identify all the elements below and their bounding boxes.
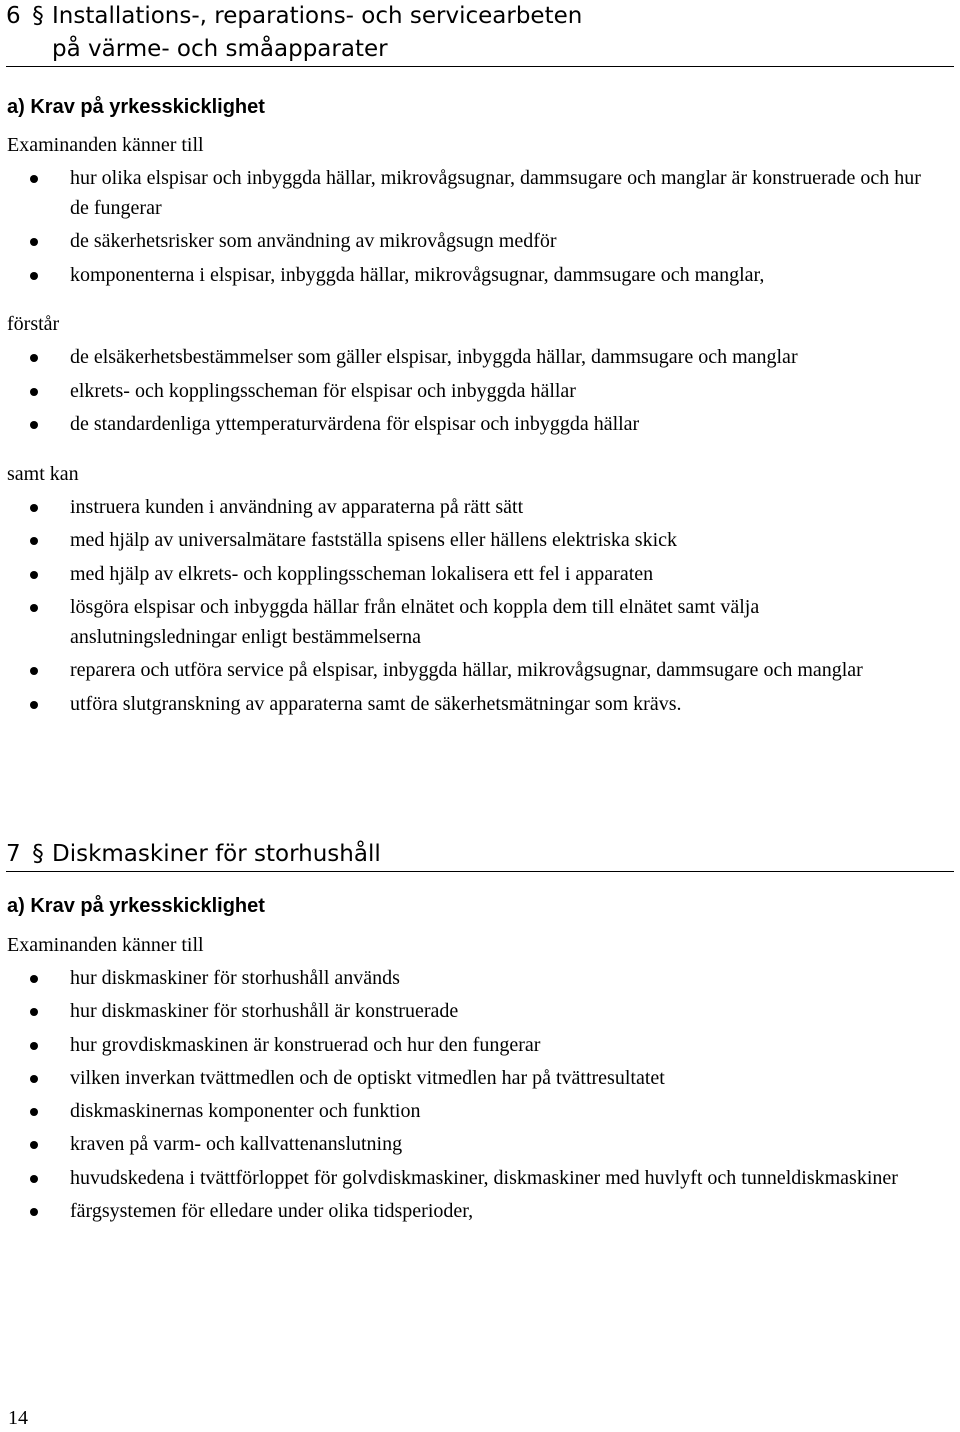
list-item: kraven på varm- och kallvattenanslutning: [0, 1130, 930, 1159]
section-number: 6: [6, 3, 21, 29]
list-item: de elsäkerhetsbestämmelser som gäller elspisar, inbyggda hällar, dammsugare och manglar: [0, 343, 930, 373]
subheading: a) Krav på yrkesskicklighet: [7, 96, 265, 118]
list-item: utföra slutgranskning av apparaterna samt de säkerhetsmätningar som krävs.: [0, 690, 930, 720]
list-item: reparera och utföra service på elspisar, inbyggda hällar, mikrovågsugnar, dammsugare och manglar: [0, 656, 930, 686]
paragraph-symbol: §: [32, 841, 44, 867]
heading-line-1: [6, 0, 954, 33]
bullet-icon: [30, 1141, 38, 1149]
bullet-icon: [30, 537, 38, 545]
heading-line-2: på värme- och småapparater: [52, 36, 388, 62]
list-item: hur diskmaskiner för storhushåll är konstruerade: [0, 997, 930, 1026]
list-item: med hjälp av elkrets- och kopplingsscheman lokalisera ett fel i apparaten: [0, 560, 930, 590]
bullet-list: [0, 343, 960, 440]
group-intro: Examinanden känner till: [7, 134, 204, 156]
section-title: Diskmaskiner för storhushåll: [52, 841, 381, 867]
list-item: hur olika elspisar och inbyggda hällar, mikrovågsugnar, dammsugare och manglar är konstruerade och hur de fungerar: [0, 164, 930, 223]
bullet-icon: [30, 354, 38, 362]
bullet-list: [0, 493, 960, 720]
list-item: färgsystemen för elledare under olika tidsperioder,: [0, 1197, 930, 1226]
bullet-icon: [30, 604, 38, 612]
list-item: diskmaskinernas komponenter och funktion: [0, 1097, 930, 1126]
section-heading: [6, 0, 954, 67]
group-intro: Examinanden känner till: [7, 934, 204, 956]
page-number: 14: [8, 1407, 28, 1429]
list-item: komponenterna i elspisar, inbyggda hällar, mikrovågsugnar, dammsugare och manglar,: [0, 261, 930, 291]
list-item: hur diskmaskiner för storhushåll används: [0, 964, 930, 993]
bullet-icon: [30, 1008, 38, 1016]
subheading: a) Krav på yrkesskicklighet: [7, 895, 265, 917]
list-item: elkrets- och kopplingsscheman för elspisar och inbyggda hällar: [0, 377, 930, 407]
section-heading: [6, 838, 954, 872]
paragraph-symbol: §: [32, 3, 44, 29]
bullet-icon: [30, 238, 38, 246]
group-intro: förstår: [7, 313, 60, 335]
bullet-icon: [30, 1042, 38, 1050]
bullet-list: [0, 964, 960, 1226]
section-number: 7: [6, 841, 21, 867]
bullet-icon: [30, 1208, 38, 1216]
group-intro: samt kan: [7, 462, 79, 485]
bullet-icon: [30, 975, 38, 983]
list-item: instruera kunden i användning av apparaterna på rätt sätt: [0, 493, 930, 523]
bullet-icon: [30, 701, 38, 709]
bullet-icon: [30, 571, 38, 579]
list-item: huvudskedena i tvättförloppet för golvdiskmaskiner, diskmaskiner med huvlyft och tunneldiskmaskiner: [0, 1164, 930, 1193]
bullet-icon: [30, 421, 38, 429]
bullet-icon: [30, 504, 38, 512]
section-title: Installations-, reparations- och servicearbeten: [52, 3, 583, 29]
bullet-icon: [30, 667, 38, 675]
bullet-icon: [30, 175, 38, 183]
list-item: hur grovdiskmaskinen är konstruerad och hur den fungerar: [0, 1031, 930, 1060]
bullet-list: [0, 164, 960, 290]
bullet-icon: [30, 1108, 38, 1116]
list-item: de säkerhetsrisker som användning av mikrovågsugn medför: [0, 227, 930, 257]
list-item: de standardenliga yttemperaturvärdena för elspisar och inbyggda hällar: [0, 410, 930, 440]
bullet-icon: [30, 272, 38, 280]
list-item: lösgöra elspisar och inbyggda hällar från elnätet och koppla dem till elnätet samt välja anslutningsledningar enligt bestämmelserna: [0, 593, 930, 652]
bullet-icon: [30, 1175, 38, 1183]
bullet-icon: [30, 388, 38, 396]
list-item: med hjälp av universalmätare fastställa spisens eller hällens elektriska skick: [0, 526, 930, 556]
section-7: [0, 838, 960, 1230]
bullet-icon: [30, 1075, 38, 1083]
heading-line-1: [6, 838, 954, 871]
list-item: vilken inverkan tvättmedlen och de optiskt vitmedlen har på tvättresultatet: [0, 1064, 930, 1093]
